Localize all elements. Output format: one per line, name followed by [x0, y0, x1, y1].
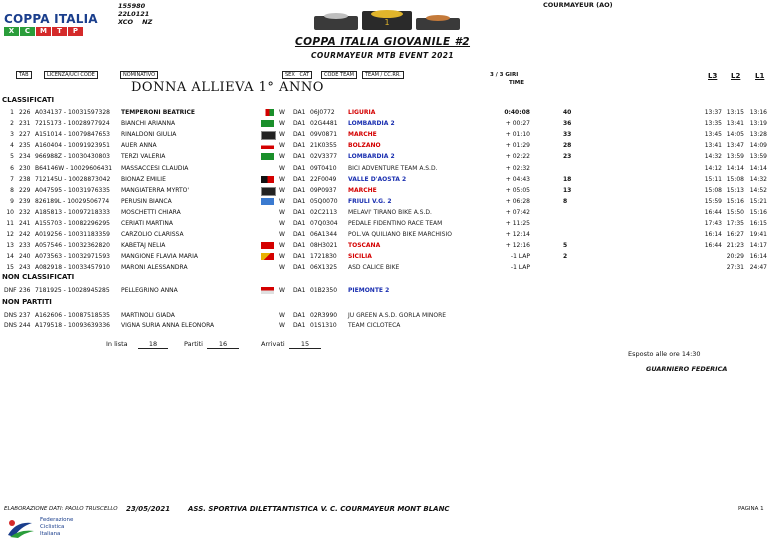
- bib-number: 234: [19, 153, 31, 161]
- bib-number: 231: [19, 120, 31, 128]
- race-code: 22L0121: [118, 10, 150, 18]
- esposto-time: 14:30: [681, 350, 701, 358]
- sex: W: [279, 312, 285, 319]
- sex: W: [279, 208, 285, 216]
- lap-time: 19:41: [749, 231, 767, 239]
- category: DA1: [293, 175, 306, 183]
- section-non-classificati: NON CLASSIFICATI: [2, 273, 75, 281]
- sex: W: [279, 242, 285, 250]
- footer-page: PAGINA 1: [738, 506, 764, 512]
- points: 23: [563, 153, 572, 161]
- sex: W: [279, 109, 285, 116]
- lap-time: 15:16: [749, 208, 767, 216]
- fci-emblem-icon: [6, 517, 36, 539]
- race-time: + 01:29: [505, 142, 530, 150]
- region-flag-icon: [261, 109, 274, 116]
- licence-code: A073563 - 10032971593: [35, 253, 110, 261]
- position: 2: [10, 120, 14, 128]
- position: 1: [10, 109, 14, 116]
- result-row: [0, 140, 768, 151]
- result-row: [0, 185, 768, 196]
- team-code: 06J0772: [310, 109, 335, 116]
- team-name: POL.VA QUILIANO BIKE MARCHISIO: [348, 231, 452, 239]
- race-code: XCO NZ: [118, 18, 153, 26]
- region-flag-icon: [261, 187, 276, 196]
- sex: W: [279, 186, 285, 194]
- licence-code: A151014 - 10079847653: [35, 131, 110, 139]
- bib-number: 239: [19, 197, 31, 205]
- race-time: + 12:16: [505, 242, 530, 250]
- position: 3: [10, 131, 14, 139]
- team-name: JU GREEN A.S.D. GORLA MINORE: [348, 312, 447, 319]
- podium-trophy-icon: [312, 10, 462, 32]
- licence-code: A057546 - 10032362820: [35, 242, 110, 250]
- position: 12: [6, 231, 14, 239]
- event-location: COURMAYEUR (AO): [543, 1, 613, 9]
- licence-code: B64146W - 10029606431: [35, 164, 113, 172]
- position: 4: [10, 142, 14, 150]
- logo-tile: M: [36, 27, 51, 36]
- result-row: [0, 207, 768, 218]
- position: 11: [6, 220, 14, 227]
- team-code: 02C2113: [310, 208, 338, 216]
- lap-time: 14:12: [704, 164, 722, 172]
- sex: W: [279, 142, 285, 150]
- race-time: + 05:05: [505, 186, 530, 194]
- lap-time: 13:37: [704, 109, 722, 116]
- result-row: [0, 251, 768, 262]
- region-flag-icon: [261, 253, 274, 260]
- fci-logo: [6, 517, 96, 541]
- points: 36: [563, 120, 572, 128]
- athlete-name: AUER ANNA: [121, 142, 157, 150]
- footer-organizer: ASS. SPORTIVA DILETTANTISTICA V. C. COURMAYEUR MONT BLANC: [188, 505, 450, 513]
- result-row: [0, 174, 768, 185]
- result-row: [0, 262, 768, 273]
- lap-time: 13:28: [749, 131, 767, 139]
- lap-time: 14:32: [749, 175, 767, 183]
- category: DA1: [293, 109, 306, 116]
- bib-number: 233: [19, 242, 31, 250]
- col-l3: L3: [708, 72, 718, 80]
- licence-code: A019256 - 10031183359: [35, 231, 110, 239]
- region-flag-icon: [261, 198, 274, 205]
- athlete-name: MANGIONE FLAVIA MARIA: [121, 253, 198, 261]
- lap-time: 14:17: [749, 242, 767, 250]
- coppa-italia-logo: [4, 12, 98, 36]
- logo-title: COPPA ITALIA: [4, 12, 98, 26]
- sex: W: [279, 131, 285, 139]
- sex: W: [279, 231, 285, 239]
- judge-name: GUARNIERO FEDERICA: [646, 365, 728, 373]
- bib-number: 232: [19, 208, 31, 216]
- licence-code: A082918 - 10033457910: [35, 264, 110, 272]
- race-time: + 11:25: [505, 220, 530, 227]
- lap-time: 13:19: [749, 120, 767, 128]
- result-row: [0, 229, 768, 240]
- category: DA1: [293, 208, 306, 216]
- col-sex-cat: SEX CAT: [282, 71, 312, 79]
- points: 5: [563, 242, 568, 250]
- athlete-name: MASSACCESI CLAUDIA: [121, 164, 189, 172]
- athlete-name: KABETAJ NELIA: [121, 242, 166, 250]
- team-code: 02R3990: [310, 312, 338, 319]
- position: 7: [10, 175, 14, 183]
- position: DNS: [4, 312, 17, 319]
- race-time: + 01:10: [505, 131, 530, 139]
- position: 6: [10, 164, 14, 172]
- col-l1: L1: [755, 72, 765, 80]
- team-code: 09V0871: [310, 131, 338, 139]
- logo-tile: T: [52, 27, 67, 36]
- bib-number: 226: [19, 109, 31, 116]
- bib-number: 238: [19, 175, 31, 183]
- bib-number: 242: [19, 231, 31, 239]
- lap-time: 15:11: [704, 175, 722, 183]
- team-code: 21K0355: [310, 142, 337, 150]
- team-name: FRIULI V.G. 2: [348, 197, 392, 205]
- team-code: 1721830: [310, 253, 337, 261]
- lap-time: 17:43: [704, 220, 722, 227]
- team-name: VALLE D'AOSTA 2: [348, 175, 407, 183]
- region-flag-icon: [261, 176, 274, 183]
- category: DA1: [293, 287, 306, 294]
- team-code: 01B2350: [310, 287, 338, 294]
- region-flag-icon: [261, 142, 274, 149]
- category: DA1: [293, 231, 306, 239]
- col-code-team: CODE TEAM: [321, 71, 357, 79]
- region-flag-icon: [261, 287, 274, 294]
- col-l2: L2: [731, 72, 741, 80]
- sex: W: [279, 220, 285, 227]
- points: 18: [563, 175, 572, 183]
- athlete-name: CARZOLIO CLARISSA: [121, 231, 184, 239]
- partiti-label: Partiti: [184, 340, 203, 348]
- team-code: 01S1310: [310, 322, 337, 329]
- team-name: PIEMONTE 2: [348, 287, 390, 294]
- logo-tile: C: [20, 27, 35, 36]
- result-row: [0, 163, 768, 174]
- team-name: BOLZANO: [348, 142, 381, 150]
- bib-number: 227: [19, 131, 31, 139]
- team-code: 22F0049: [310, 175, 337, 183]
- team-name: MARCHE: [348, 131, 377, 139]
- licence-code: 826189L - 10029506774: [35, 197, 110, 205]
- points: 8: [563, 197, 568, 205]
- footer-elaborazione: ELABORAZIONE DATI: PAOLO TRUSCELLO: [4, 506, 118, 512]
- col-tab: TAB: [16, 71, 32, 79]
- fci-line: Federazione: [40, 517, 74, 523]
- race-code: 155980: [118, 2, 146, 10]
- team-name: MARCHE: [348, 186, 377, 194]
- athlete-name: BIONAZ EMILIE: [121, 175, 166, 183]
- lap-time: 14:14: [726, 164, 744, 172]
- category: DA1: [293, 197, 306, 205]
- lap-time: 15:08: [704, 186, 722, 194]
- sex: W: [279, 164, 285, 172]
- athlete-name: MOSCHETTI CHIARA: [121, 208, 181, 216]
- lap-time: 16:27: [726, 231, 744, 239]
- team-name: TOSCANA: [348, 242, 381, 250]
- sex: W: [279, 287, 285, 294]
- position: 8: [10, 186, 14, 194]
- team-name: PEDALE FIDENTINO RACE TEAM: [348, 220, 443, 227]
- lap-time: 13:41: [726, 120, 744, 128]
- team-code: 05Q0070: [310, 197, 338, 205]
- race-time: 0:40:08: [504, 109, 530, 116]
- category-title: DONNA ALLIEVA 1° ANNO: [131, 80, 324, 95]
- position: 5: [10, 153, 14, 161]
- licence-code: A155703 - 10082296295: [35, 220, 110, 227]
- race-time: + 07:42: [505, 208, 530, 216]
- lap-time: 15:59: [704, 197, 722, 205]
- team-name: TEAM CICLOTECA: [348, 322, 401, 329]
- bib-number: 237: [19, 312, 31, 319]
- lap-time: 14:52: [749, 186, 767, 194]
- licence-code: A162606 - 10087518535: [35, 312, 110, 319]
- points: 28: [563, 142, 572, 150]
- lap-time: 13:47: [726, 142, 744, 150]
- event-title: COPPA ITALIA GIOVANILE #2: [294, 36, 471, 48]
- result-row: [0, 240, 768, 251]
- result-row: [0, 151, 768, 162]
- team-name: BICI ADVENTURE TEAM A.S.D.: [348, 164, 438, 172]
- region-flag-icon: [261, 153, 274, 160]
- category: DA1: [293, 264, 306, 272]
- team-code: 09T0410: [310, 164, 337, 172]
- result-row: [0, 218, 768, 229]
- lap-time: 24:47: [749, 264, 767, 272]
- lap-time: 14:05: [726, 131, 744, 139]
- licence-code: 7215173 - 10028977924: [35, 120, 110, 128]
- logo-tile: X: [4, 27, 19, 36]
- points: 13: [563, 186, 572, 194]
- team-name: LIGURIA: [348, 109, 376, 116]
- bib-number: 243: [19, 264, 31, 272]
- bib-number: 241: [19, 220, 31, 227]
- bib-number: 230: [19, 164, 31, 172]
- race-time: + 04:43: [505, 175, 530, 183]
- lap-time: 20:29: [726, 253, 744, 261]
- sex: W: [279, 197, 285, 205]
- lap-time: 13:41: [704, 142, 722, 150]
- lap-time: 13:59: [726, 153, 744, 161]
- team-name: LOMBARDIA 2: [348, 120, 395, 128]
- category: DA1: [293, 186, 306, 194]
- category: DA1: [293, 131, 306, 139]
- category: DA1: [293, 220, 306, 227]
- section-non-partiti: NON PARTITI: [2, 298, 52, 306]
- points: 40: [563, 109, 572, 116]
- event-subtitle: COURMAYEUR MTB EVENT 2021: [310, 51, 455, 60]
- sex: W: [279, 264, 285, 272]
- race-time: + 12:14: [505, 231, 530, 239]
- position: DNF: [4, 287, 17, 294]
- esposto: [628, 350, 701, 358]
- licence-code: A034137 - 10031597328: [35, 109, 110, 116]
- position: 13: [6, 242, 14, 250]
- bib-number: 235: [19, 142, 31, 150]
- sex: W: [279, 253, 285, 261]
- category: DA1: [293, 120, 306, 128]
- category: DA1: [293, 142, 306, 150]
- race-time: -1 LAP: [510, 264, 530, 272]
- athlete-name: TEMPERONI BEATRICE: [121, 109, 196, 116]
- lap-time: 17:35: [726, 220, 744, 227]
- col-licenza: LICENZA/UCI CODE: [44, 71, 98, 79]
- team-code: 08H3021: [310, 242, 338, 250]
- team-code: 06X1325: [310, 264, 338, 272]
- lap-time: 16:14: [704, 231, 722, 239]
- region-flag-icon: [261, 131, 276, 140]
- sex: W: [279, 120, 285, 128]
- lap-time: 15:13: [726, 186, 744, 194]
- section-classificati: CLASSIFICATI: [2, 96, 55, 104]
- esposto-label: Esposto alle ore: [628, 350, 680, 358]
- sex: W: [279, 175, 285, 183]
- licence-code: A185813 - 10097218333: [35, 208, 110, 216]
- race-time: + 02:22: [505, 153, 530, 161]
- region-flag-icon: [261, 242, 274, 249]
- category: DA1: [293, 164, 306, 172]
- race-time: + 02:32: [505, 164, 530, 172]
- partiti-value: 16: [207, 340, 239, 349]
- category: DA1: [293, 253, 306, 261]
- lap-time: 13:45: [704, 131, 722, 139]
- lap-time: 27:31: [726, 264, 744, 272]
- race-time: -1 LAP: [510, 253, 530, 261]
- athlete-name: MARONI ALESSANDRA: [121, 264, 188, 272]
- team-name: MELAVI' TIRANO BIKE A.S.D.: [348, 208, 432, 216]
- position: 14: [6, 253, 14, 261]
- athlete-name: RINALDONI GIULIA: [121, 131, 177, 139]
- logo-tiles: [4, 27, 98, 36]
- position: DNS: [4, 322, 17, 329]
- athlete-name: CERIATI MARTINA: [121, 220, 173, 227]
- result-row: [0, 129, 768, 140]
- category: DA1: [293, 242, 306, 250]
- result-row: [0, 118, 768, 129]
- lap-time: 14:32: [704, 153, 722, 161]
- region-flag-icon: [261, 120, 274, 127]
- licence-code: A179518 - 10093639336: [35, 322, 110, 329]
- lap-time: 15:21: [749, 197, 767, 205]
- athlete-name: PERUSIN BIANCA: [121, 197, 172, 205]
- category: DA1: [293, 153, 306, 161]
- in-lista-value: 18: [138, 340, 168, 349]
- bib-number: 236: [19, 287, 31, 294]
- svg-text:1: 1: [384, 18, 390, 27]
- team-name: SICILIA: [348, 253, 372, 261]
- category: DA1: [293, 322, 306, 329]
- licence-code: A160404 - 10091923951: [35, 142, 110, 150]
- team-name: ASD CALICE BIKE: [348, 264, 400, 272]
- team-code: 07Q0304: [310, 220, 338, 227]
- position: 9: [10, 197, 14, 205]
- lap-time: 16:44: [704, 208, 722, 216]
- fci-line: Italiana: [40, 531, 61, 537]
- dns-row: [0, 320, 768, 331]
- team-code: 06A1344: [310, 231, 338, 239]
- licence-code: A047595 - 10031976335: [35, 186, 110, 194]
- in-lista-label: In lista: [106, 340, 128, 348]
- lap-time: 16:14: [749, 253, 767, 261]
- arrivati-value: 15: [289, 340, 321, 349]
- sex: W: [279, 153, 285, 161]
- arrivati-label: Arrivati: [261, 340, 285, 348]
- col-giri: 3 / 3 GIRI: [490, 72, 519, 78]
- lap-time: 13:59: [749, 153, 767, 161]
- bib-number: 244: [19, 322, 31, 329]
- col-nominativo: NOMINATIVO: [120, 71, 158, 79]
- bib-number: 240: [19, 253, 31, 261]
- lap-time: 14:09: [749, 142, 767, 150]
- licence-code: 7181925 - 10028945285: [35, 287, 110, 294]
- lap-time: 13:35: [704, 120, 722, 128]
- team-code: 09P0937: [310, 186, 337, 194]
- logo-tile: P: [68, 27, 83, 36]
- col-team: TEAM / CC.RR.: [362, 71, 404, 79]
- lap-time: 16:15: [749, 220, 767, 227]
- licence-code: 966988Z - 10030430803: [35, 153, 110, 161]
- bib-number: 229: [19, 186, 31, 194]
- race-time: + 06:28: [505, 197, 530, 205]
- lap-time: 15:08: [726, 175, 744, 183]
- position: 10: [6, 208, 14, 216]
- team-code: 02G4481: [310, 120, 338, 128]
- lap-time: 21:23: [726, 242, 744, 250]
- licence-code: 712145U - 10028873042: [35, 175, 111, 183]
- team-code: 02V3377: [310, 153, 338, 161]
- athlete-name: TERZI VALERIA: [121, 153, 166, 161]
- category: DA1: [293, 312, 306, 319]
- athlete-name: PELLEGRINO ANNA: [121, 287, 178, 294]
- points: 33: [563, 131, 572, 139]
- dnf-row: [0, 285, 768, 296]
- result-row: [0, 196, 768, 207]
- lap-time: 15:50: [726, 208, 744, 216]
- lap-time: 16:44: [704, 242, 722, 250]
- fci-line: Ciclistica: [40, 524, 65, 530]
- sex: W: [279, 322, 285, 329]
- athlete-name: MARTINOLI GIADA: [121, 312, 175, 319]
- points: 2: [563, 253, 568, 261]
- race-time: + 00:27: [505, 120, 530, 128]
- lap-time: 15:16: [726, 197, 744, 205]
- athlete-name: BIANCHI ARIANNA: [121, 120, 176, 128]
- footer-date: 23/05/2021: [126, 505, 171, 513]
- lap-time: 13:16: [749, 109, 767, 116]
- lap-time: 13:15: [726, 109, 744, 116]
- athlete-name: VIGNA SURIA ANNA ELEONORA: [121, 322, 215, 329]
- result-row: [0, 107, 768, 118]
- col-time: TIME: [509, 80, 525, 86]
- position: 15: [6, 264, 14, 272]
- lap-time: 14:14: [749, 164, 767, 172]
- athlete-name: MANGIATERRA MYRTO': [121, 186, 190, 194]
- team-name: LOMBARDIA 2: [348, 153, 395, 161]
